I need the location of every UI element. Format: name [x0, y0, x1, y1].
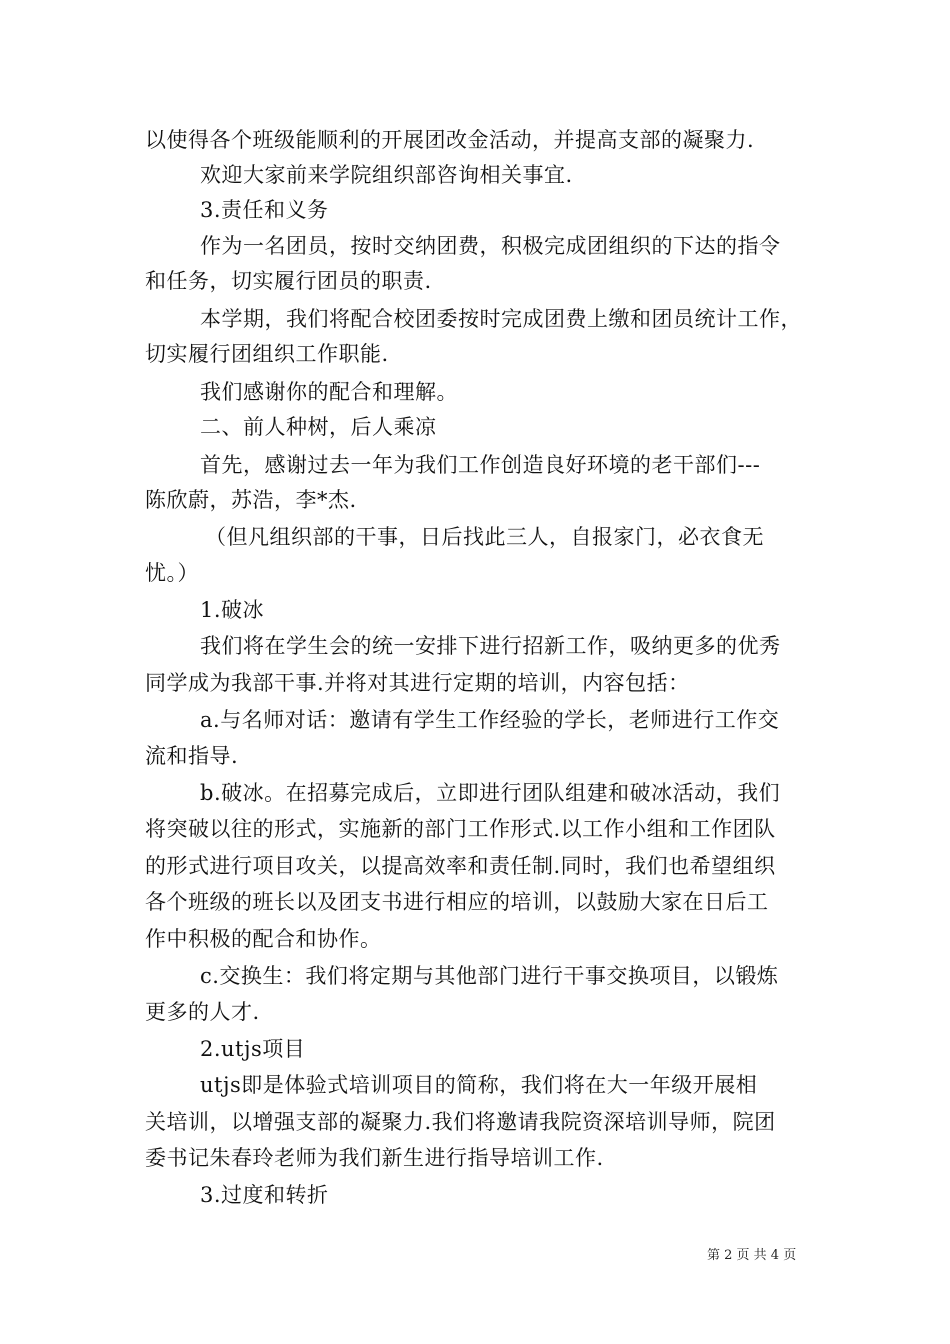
text-line: 作中积极的配合和协作。: [145, 927, 382, 951]
text-line: c.交换生：我们将定期与其他部门进行干事交换项目，以锻炼: [200, 964, 779, 988]
text-line: 忧。）: [145, 561, 199, 585]
section-heading: 二、前人种树，后人乘凉: [200, 415, 437, 439]
text-line: 委书记朱春玲老师为我们新生进行指导培训工作.: [145, 1146, 604, 1170]
text-line: 本学期，我们将配合校团委按时完成团费上缴和团员统计工作，: [200, 307, 802, 331]
text-line: （但凡组织部的干事，日后找此三人，自报家门，必衣食无: [205, 525, 764, 549]
text-line: 关培训，以增强支部的凝聚力.我们将邀请我院资深培训导师，院团: [145, 1110, 776, 1134]
text-line: utjs即是体验式培训项目的简称，我们将在大一年级开展相: [200, 1073, 758, 1097]
text-line: 以使得各个班级能顺利的开展团改金活动，并提高支部的凝聚力.: [145, 128, 755, 152]
text-line: b.破冰。在招募完成后，立即进行团队组建和破冰活动，我们: [200, 781, 781, 805]
text-line: 更多的人才.: [145, 1000, 260, 1024]
text-line: 和任务，切实履行团员的职责.: [145, 269, 432, 293]
section-heading: 2.utjs项目: [200, 1037, 306, 1061]
text-line: 同学成为我部干事.并将对其进行定期的培训，内容包括：: [145, 671, 690, 695]
text-line: 切实履行团组织工作职能.: [145, 342, 389, 366]
text-line: 作为一名团员，按时交纳团费，积极完成团组织的下达的指令: [200, 234, 781, 258]
text-line: 将突破以往的形式，实施新的部门工作形式.以工作小组和工作团队: [145, 817, 776, 841]
section-heading: 1.破冰: [200, 598, 265, 622]
text-line: 各个班级的班长以及团支书进行相应的培训，以鼓励大家在日后工: [145, 890, 769, 914]
section-heading: 3.过度和转折: [200, 1183, 329, 1207]
text-line: 欢迎大家前来学院组织部咨询相关事宜.: [200, 163, 573, 187]
text-line: 流和指导.: [145, 744, 239, 768]
text-line: 陈欣蔚，苏浩，李*杰.: [145, 488, 357, 512]
text-line: a.与名师对话：邀请有学生工作经验的学长，老师进行工作交: [200, 708, 780, 732]
text-line: 的形式进行项目攻关，以提高效率和责任制.同时，我们也希望组织: [145, 854, 776, 878]
text-line: 我们将在学生会的统一安排下进行招新工作，吸纳更多的优秀: [200, 634, 781, 658]
text-line: 我们感谢你的配合和理解。: [200, 380, 458, 404]
page-number-footer: 第 2 页 共 4 页: [707, 1248, 797, 1263]
text-line: 首先，感谢过去一年为我们工作创造良好环境的老干部们---: [200, 453, 761, 477]
section-heading: 3.责任和义务: [200, 198, 329, 222]
